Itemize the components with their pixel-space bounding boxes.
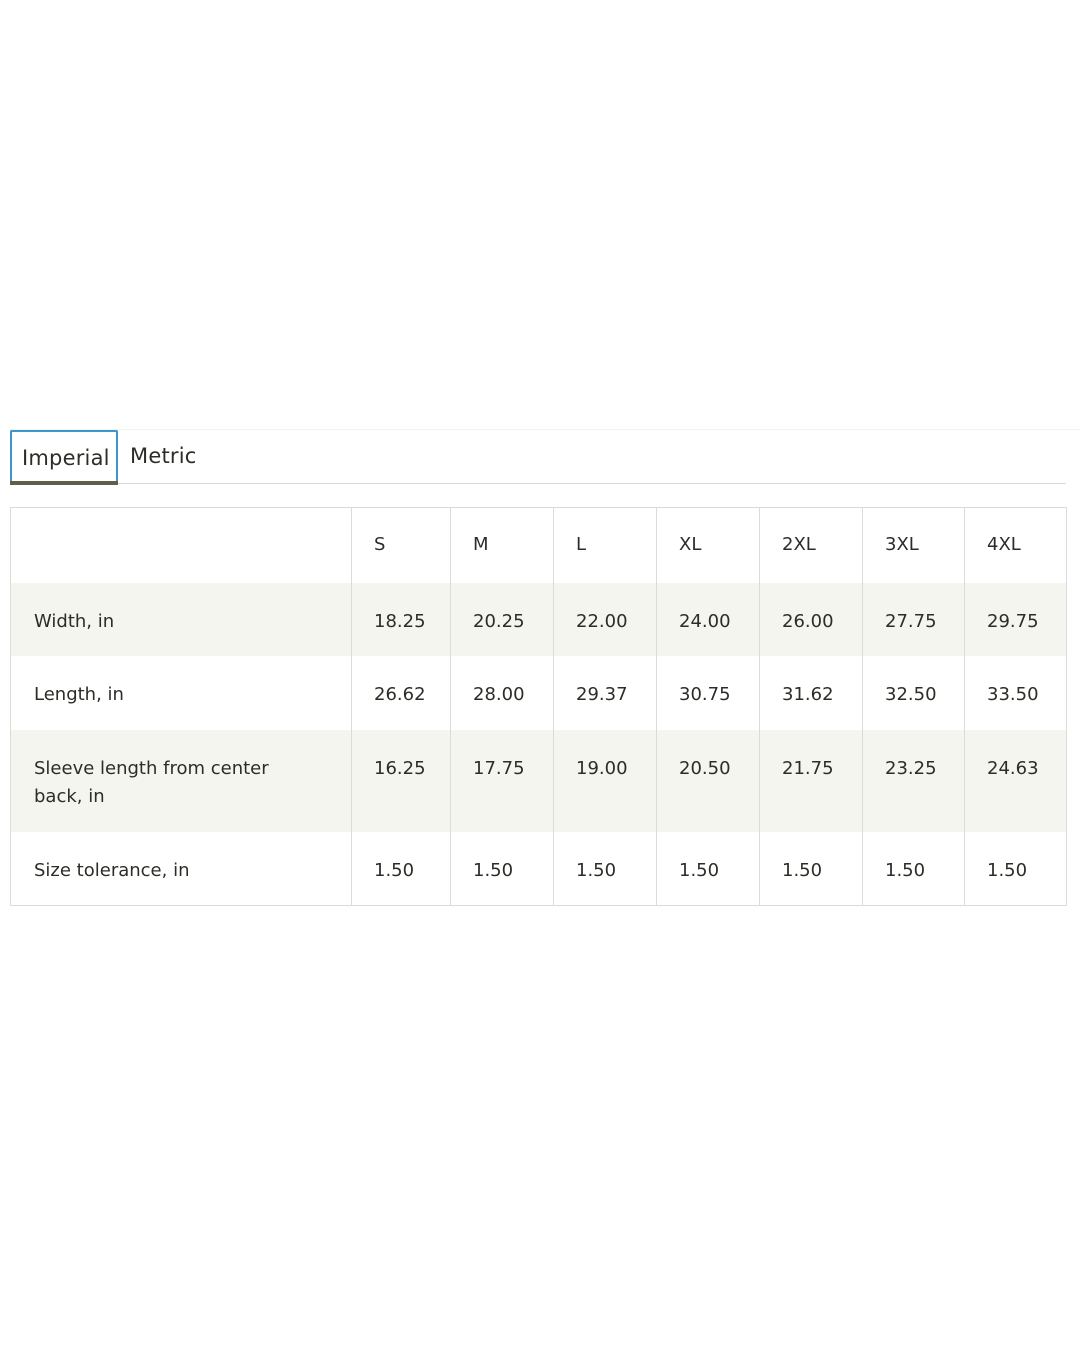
size-header-2xl: 2XL [760,508,863,583]
row-label: Length, in [34,683,124,705]
table-cell: 22.00 [554,583,657,656]
table-cell: 23.25 [863,730,965,832]
size-header-xl: XL [657,508,760,583]
size-chart-table [10,507,1067,906]
tab-imperial[interactable]: Imperial [10,430,118,484]
table-cell: 24.00 [657,583,760,656]
table-cell: 26.62 [352,656,451,730]
table-row-width [11,583,1067,656]
table-cell: 31.62 [760,656,863,730]
table-cell: 29.37 [554,656,657,730]
table-cell: 17.75 [451,730,554,832]
row-label: Size tolerance, in [34,859,190,881]
table-row-size-tolerance [11,832,1067,906]
header-corner-cell [11,508,352,583]
size-header-4xl: 4XL [965,508,1067,583]
table-cell: 1.50 [863,832,965,906]
table-cell: 1.50 [451,832,554,906]
table-cell: 33.50 [965,656,1067,730]
tab-metric[interactable]: Metric [130,444,197,468]
row-label: Sleeve length from center back, in [34,757,269,807]
table-cell: 16.25 [352,730,451,832]
table-cell: 1.50 [352,832,451,906]
table-cell: 30.75 [657,656,760,730]
table-row-length [11,656,1067,730]
table-cell: 24.63 [965,730,1067,832]
unit-tabs [10,430,1066,484]
size-header-s: S [352,508,451,583]
table-cell: 26.00 [760,583,863,656]
table-cell: 20.25 [451,583,554,656]
row-label: Width, in [34,610,115,632]
table-cell: 1.50 [965,832,1067,906]
table-row-sleeve-length [11,730,1067,832]
table-cell: 1.50 [554,832,657,906]
table-cell: 1.50 [760,832,863,906]
size-header-l: L [554,508,657,583]
size-header-m: M [451,508,554,583]
table-cell: 28.00 [451,656,554,730]
table-cell: 1.50 [657,832,760,906]
table-cell: 32.50 [863,656,965,730]
table-cell: 18.25 [352,583,451,656]
size-header-3xl: 3XL [863,508,965,583]
size-header-row [11,508,1067,583]
table-cell: 21.75 [760,730,863,832]
table-cell: 19.00 [554,730,657,832]
table-cell: 27.75 [863,583,965,656]
table-cell: 29.75 [965,583,1067,656]
table-cell: 20.50 [657,730,760,832]
